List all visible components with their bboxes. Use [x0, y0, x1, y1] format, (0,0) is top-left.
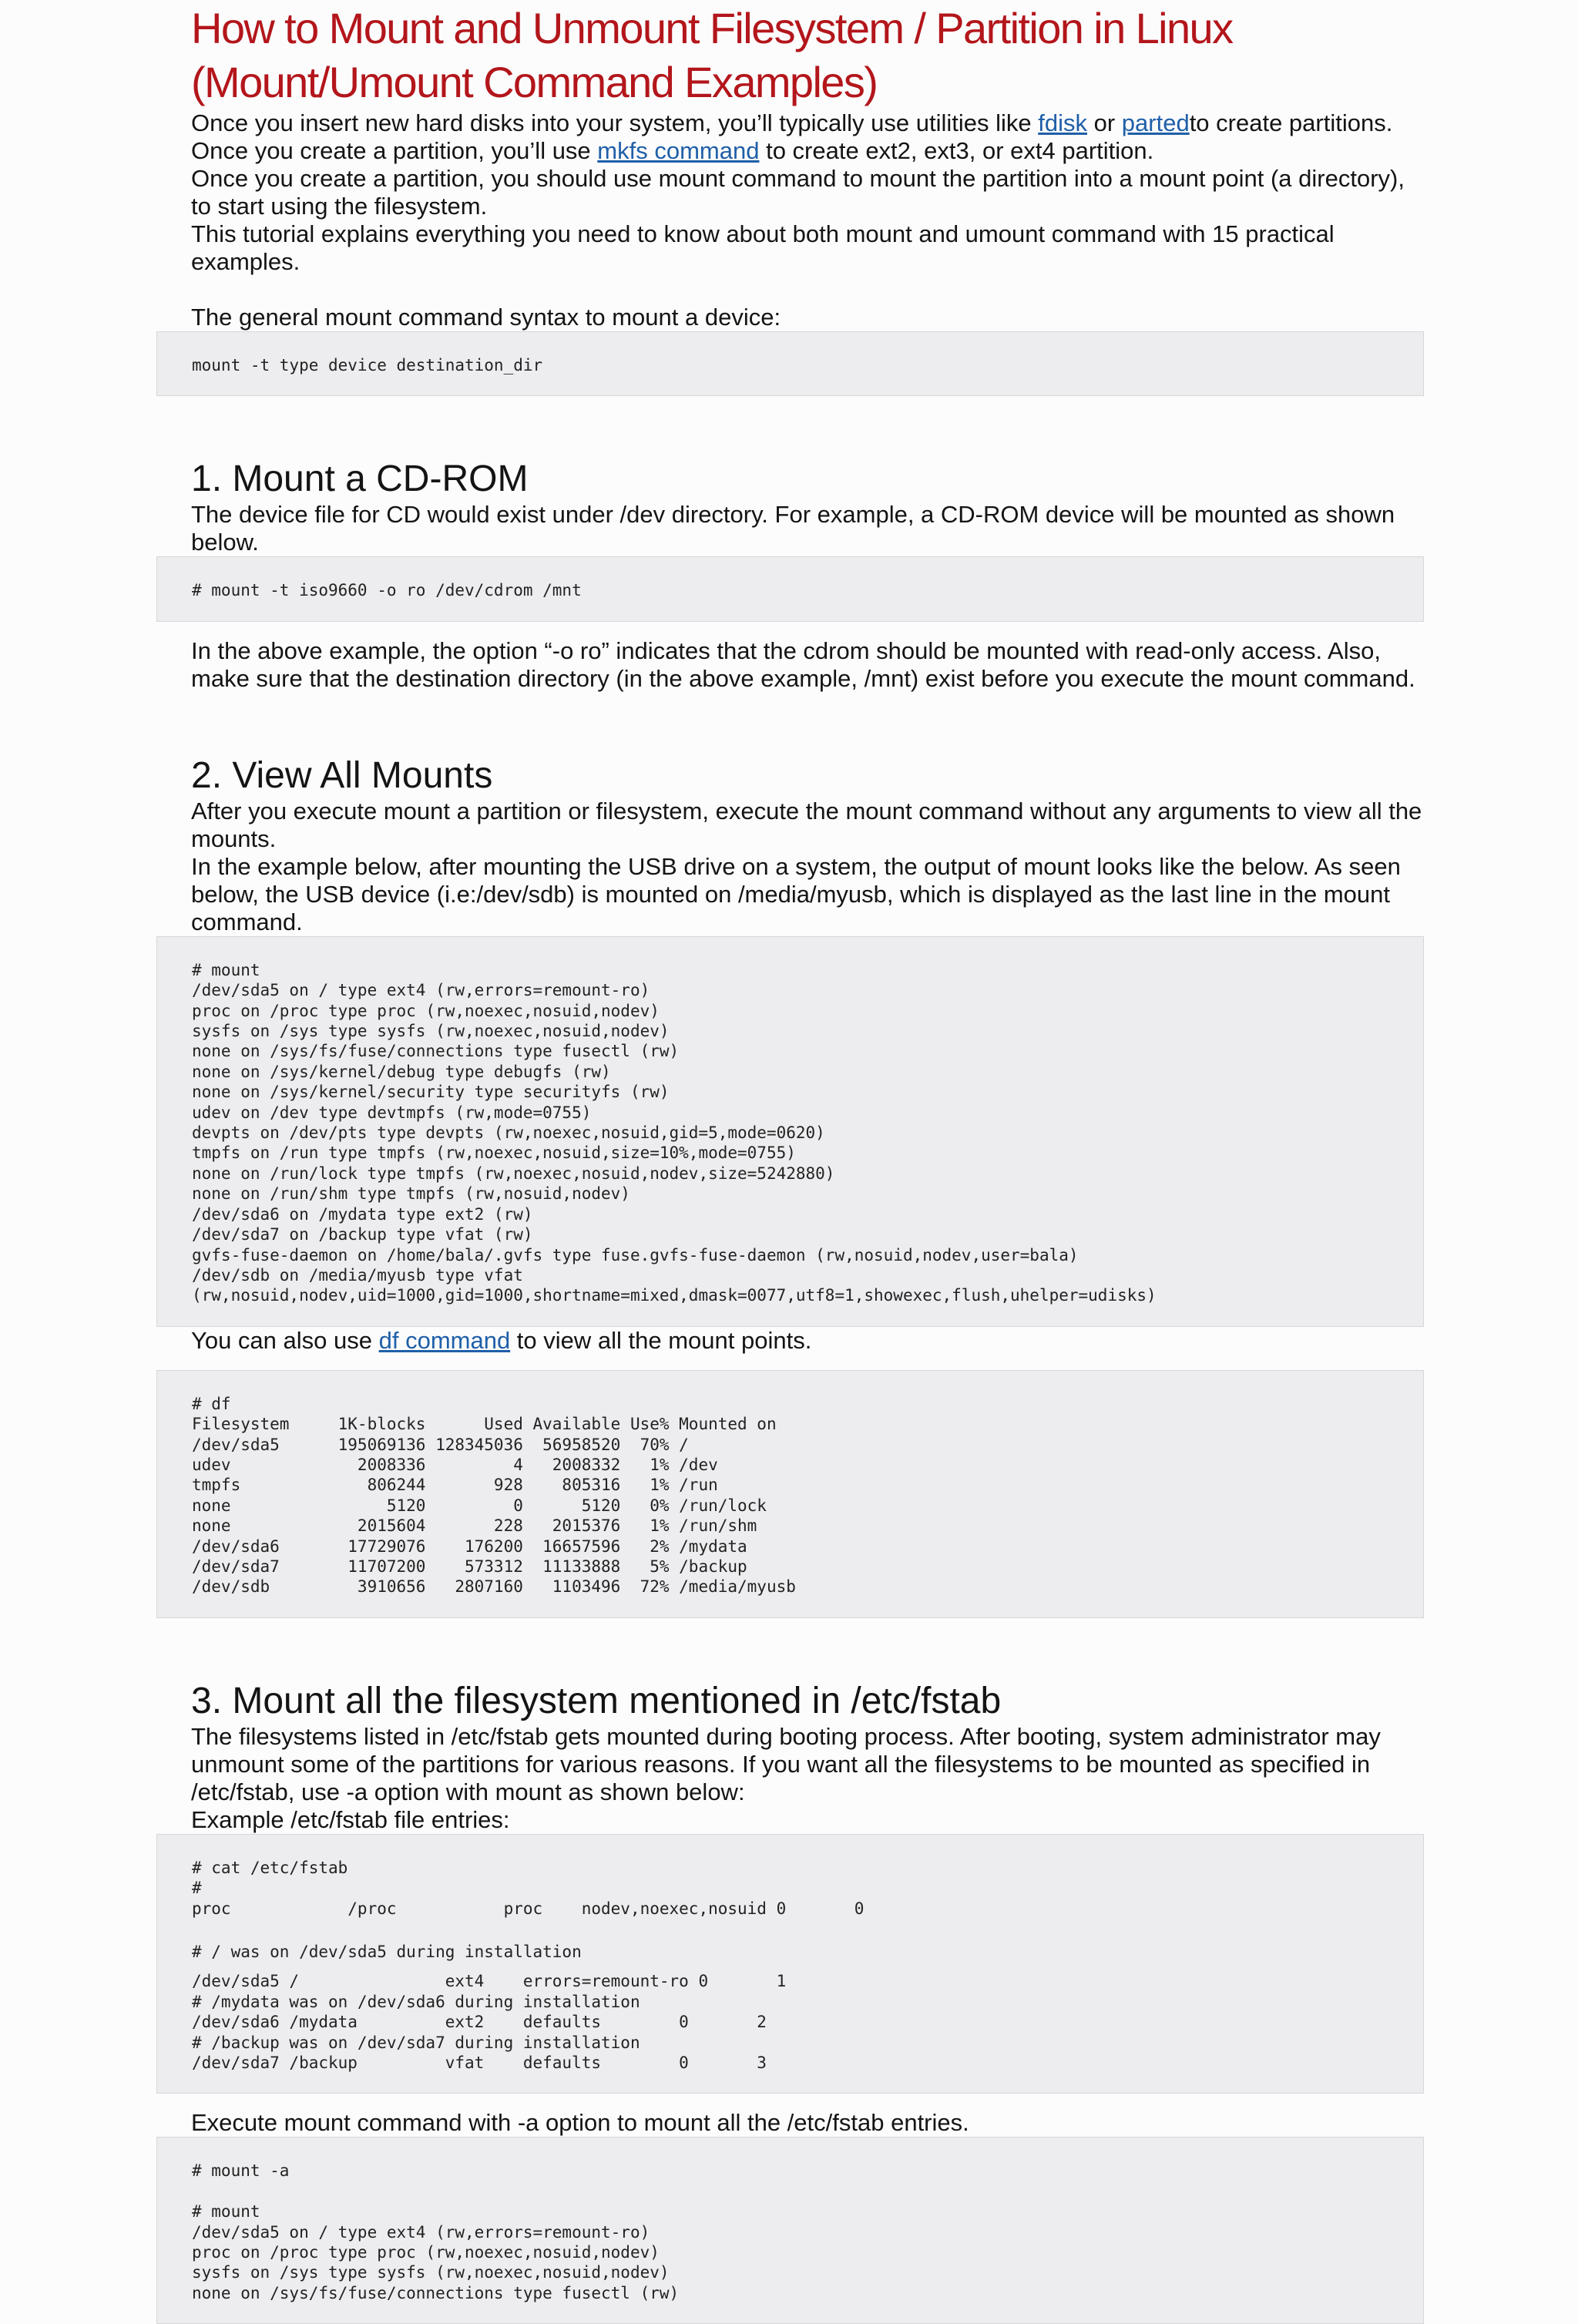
intro-paragraph-2: Once you create a partition, you should use mount command to mount the partition into a mount point (a directory), to start using the filesystem.	[191, 165, 1405, 220]
fstab-code-block-2: # / was on /dev/sda5 during installation	[156, 1939, 1424, 1965]
mount-output-code-block: # mount /dev/sda5 on / type ext4 (rw,errors=remount-ro) proc on /proc type proc (rw,noexec,nosuid,nodev) sysfs on /sys type sysfs (rw,noexec,nosuid,nodev) none on /sys/fs/fuse/connections type fusectl (rw) none on /sys/kernel/debug type debugfs (rw) none on /sys/kernel/security type securityfs (rw) udev on /dev type devtmpfs (rw,mode=0755) devpts on /dev/pts type devpts (rw,noexec,nosuid,gid=5,mode=0620) tmpfs on /run type tmpfs (rw,noexec,nosuid,size=10%,mode=0755) none on /run/lock type tmpfs (rw,noexec,nosuid,nodev,size=5242880) none on /run/shm type tmpfs (rw,nosuid,nodev) /dev/sda6 on /mydata type ext2 (rw) /dev/sda7 on /backup type vfat (rw) gvfs-fuse-daemon on /home/bala/.gvfs type fuse.gvfs-fuse-daemon (rw,nosuid,nodev,user=bala) /dev/sdb on /media/myusb type vfat (rw,nosuid,nodev,uid=1000,gid=1000,shortname=mixed,dmask=0077,utf8=1,showexec,flush,uhelper=udisks)	[156, 936, 1424, 1327]
intro-text-1: Once you insert new hard disks into your system, you’ll typically use utilities like	[191, 109, 1039, 136]
fstab-code-group	[156, 1834, 1422, 2094]
section-1-code-block: # mount -t iso9660 -o ro /dev/cdrom /mnt	[156, 556, 1424, 621]
mount-a-code-block: # mount -a # mount /dev/sda5 on / type ext4 (rw,errors=remount-ro) proc on /proc type proc (rw,noexec,nosuid,nodev) sysfs on /sys type sysfs (rw,noexec,nosuid,nodev) none on /sys/fs/fuse/connections type fusectl (rw)	[156, 2137, 1424, 2324]
df-output-code-block: # df Filesystem 1K-blocks Used Available Use% Mounted on /dev/sda5 195069136 128345036 56958520 70% / udev 2008336 4 2008332 1% /dev tmpfs 806244 928 805316 1% /run none 5120 0 5120 0% /run/lock none 2015604 228 2015376 1% /run/shm /dev/sda6 17729076 176200 16657596 2% /mydata /dev/sda7 11707200 573312 11133888 5% /backup /dev/sdb 3910656 2807160 1103496 72% /media/myusb	[156, 1370, 1424, 1618]
df-text-1: You can also use	[191, 1326, 379, 1354]
fstab-code-block-3: /dev/sda5 / ext4 errors=remount-ro 0 1 # /mydata was on /dev/sda6 during installation /dev/sda6 /mydata ext2 defaults 0 2 # /backup was on /dev/sda7 during installation /dev/sda7 /backup vfat defaults 0 3	[156, 1965, 1424, 2094]
parted-link[interactable]: parted	[1121, 109, 1190, 136]
syntax-intro: The general mount command syntax to mount a device:	[191, 304, 781, 331]
section-2-paragraph-1: After you execute mount a partition or filesystem, execute the mount command without any arguments to view all the mounts.	[191, 797, 1422, 852]
df-command-link[interactable]: df command	[378, 1326, 511, 1354]
intro-text-2: or	[1086, 109, 1122, 136]
article-body	[191, 0, 1424, 2324]
fstab-code-block-1: # cat /etc/fstab # proc /proc proc nodev,noexec,nosuid 0 0	[156, 1834, 1424, 1939]
section-1-paragraph-1: The device file for CD would exist under /dev directory. For example, a CD-ROM device will be mounted as shown below.	[191, 501, 1395, 556]
section-1-paragraph-2: In the above example, the option “-o ro” indicates that the cdrom should be mounted with read-only access. Also, make sure that the destination directory (in the above example, /mnt) exist before you execute the mount command.	[191, 636, 1415, 692]
intro-text-3: to create partitions. Once you create a partition, you’ll use	[191, 109, 1393, 164]
section-2-paragraph-2: In the example below, after mounting the USB drive on a system, the output of mount looks like the below. As seen below, the USB device (i.e:/dev/sdb) is mounted on /media/myusb, which is displayed as the last line in the mount command.	[191, 852, 1401, 935]
section-3-paragraph-2: Example /etc/fstab file entries:	[191, 1805, 510, 1833]
fdisk-link[interactable]: fdisk	[1038, 109, 1087, 136]
intro-paragraph-3: This tutorial explains everything you need to know about both mount and umount command with 15 practical examples.	[191, 220, 1335, 275]
intro-paragraph-1	[191, 109, 1424, 165]
section-3-paragraph-3: Execute mount command with -a option to mount all the /etc/fstab entries.	[191, 2109, 969, 2137]
syntax-code-block: mount -t type device destination_dir	[156, 331, 1424, 396]
intro-text-4: to create ext2, ext3, or ext4 partition.	[759, 137, 1154, 164]
section-3-heading: 3. Mount all the filesystem mentioned in /etc/fstab	[191, 1680, 1002, 1721]
page-title: How to Mount and Unmount Filesystem / Partition in Linux (Mount/Umount Command Examples)	[191, 4, 1233, 106]
section-2-paragraph-3	[191, 1327, 1424, 1355]
section-2-heading: 2. View All Mounts	[191, 754, 493, 796]
section-3-paragraph-1: The filesystems listed in /etc/fstab gets mounted during booting process. After booting, system administrator may unmount some of the partitions for various reasons. If you want all the filesystems to be mounted as specified in /etc/fstab, use -a option with mount as shown below:	[191, 1722, 1381, 1805]
section-1-heading: 1. Mount a CD-ROM	[191, 458, 529, 500]
df-text-2: to view all the mount points.	[510, 1326, 812, 1354]
mkfs-command-link[interactable]: mkfs command	[597, 137, 760, 164]
